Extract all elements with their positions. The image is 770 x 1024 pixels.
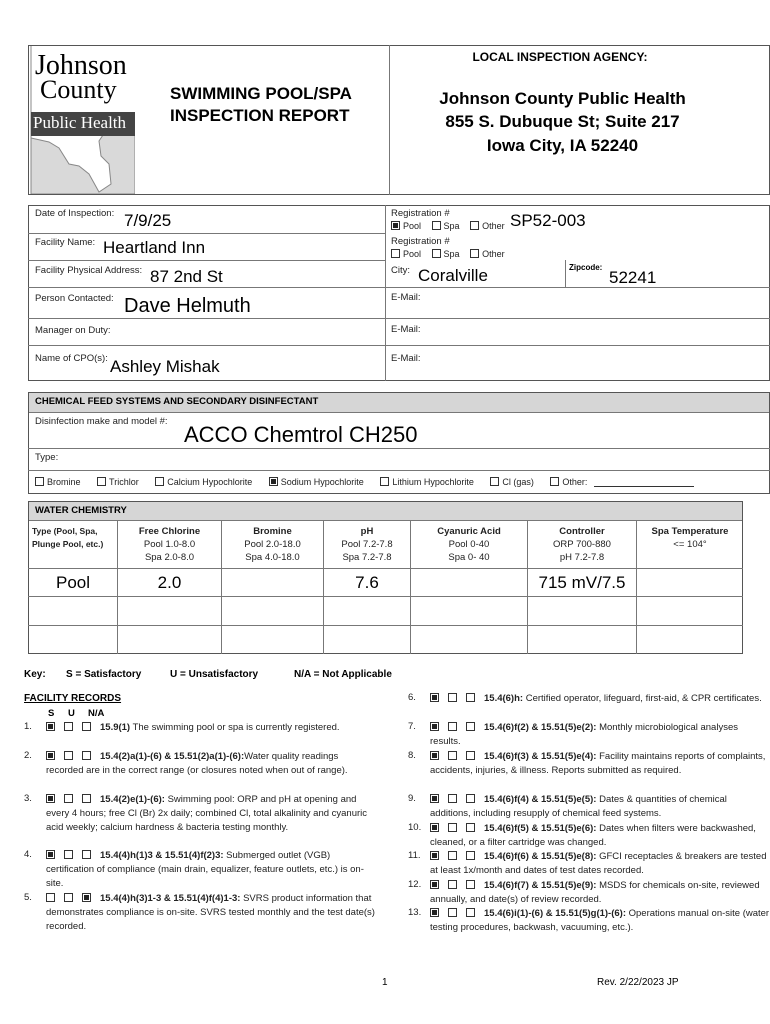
col-bromine-header: Bromine Pool 2.0-18.0 Spa 4.0-18.0: [244, 526, 301, 563]
facility-label: Facility Name:: [35, 237, 96, 248]
reg2-spa-checkbox[interactable]: [432, 249, 441, 258]
record-code: 15.9(1): [100, 722, 131, 733]
record-s-checkbox[interactable]: [430, 722, 439, 731]
reg1-options: [391, 221, 505, 231]
record-item: [430, 850, 770, 878]
email-label-2: E-Mail:: [391, 324, 421, 335]
record-s-checkbox[interactable]: [46, 850, 55, 859]
record-s-checkbox[interactable]: [430, 880, 439, 889]
record-text: Monthly microbiological analyses results.: [430, 722, 738, 747]
reg2-pool-checkbox[interactable]: [391, 249, 400, 258]
record-text: The swimming pool or spa is currently registered.: [130, 722, 340, 733]
cpo-label: Name of CPO(s):: [35, 353, 108, 364]
record-na-checkbox[interactable]: [82, 751, 91, 760]
record-item: [430, 879, 770, 907]
chemical-title: CHEMICAL FEED SYSTEMS AND SECONDARY DISINFECTANT: [35, 396, 319, 407]
record-number: 11.: [408, 850, 421, 861]
record-item: [46, 721, 376, 735]
col-spa-temp-header: Spa Temperature <= 104°: [651, 526, 729, 550]
logo-line1: Johnson: [35, 50, 127, 81]
records-col-s: S: [48, 708, 55, 719]
record-item: [430, 822, 770, 850]
record-item: [46, 750, 376, 778]
record-s-checkbox[interactable]: [430, 908, 439, 917]
record-code: 15.4(2)a(1)-(6) & 15.51(2)a(1)-(6):: [100, 751, 245, 762]
record-item: [46, 793, 376, 835]
record-s-checkbox[interactable]: [46, 751, 55, 760]
record-item: [430, 750, 770, 778]
record-number: 12.: [408, 879, 422, 890]
sodium-hypochlorite-checkbox[interactable]: [269, 477, 278, 486]
make-label: Disinfection make and model #:: [35, 416, 168, 427]
facility-field[interactable]: Heartland Inn: [103, 238, 206, 257]
reg1-field[interactable]: SP52-003: [510, 211, 586, 230]
record-item: [430, 793, 770, 821]
record-u-checkbox[interactable]: [448, 851, 457, 860]
col-free-chlorine-header: Free Chlorine Pool 1.0-8.0 Spa 2.0-8.0: [138, 526, 201, 563]
contact-label: Person Contacted:: [35, 293, 114, 304]
record-number: 6.: [408, 692, 416, 703]
info-divider: [385, 205, 386, 381]
record-na-checkbox[interactable]: [466, 880, 475, 889]
lithium-hypochlorite-checkbox[interactable]: [380, 477, 389, 486]
reg1-other-checkbox[interactable]: [470, 221, 479, 230]
city-label: City:: [391, 265, 410, 276]
key-unsatisfactory: U = Unsatisfactory: [170, 669, 259, 680]
records-col-na: N/A: [88, 708, 105, 719]
record-item: [430, 721, 770, 749]
sodium-hypochlorite-label: Sodium Hypochlorite: [280, 477, 364, 487]
reg2-options: [391, 249, 505, 259]
logo-line2: County: [40, 75, 117, 104]
record-s-checkbox[interactable]: [430, 693, 439, 702]
bromine-checkbox[interactable]: [35, 477, 44, 486]
record-item: [46, 892, 376, 934]
reg1-other-label: Other: [482, 221, 505, 231]
logo-line3: Public Health: [33, 113, 127, 132]
row1-type-cell[interactable]: Pool: [55, 573, 91, 592]
other-checkbox[interactable]: [550, 477, 559, 486]
date-label: Date of Inspection:: [35, 208, 115, 219]
city-field[interactable]: Coralville: [418, 266, 488, 285]
record-number: 8.: [408, 750, 416, 761]
record-code: 15.4(4)h(1)3 & 15.51(4)f(2)3:: [100, 850, 224, 861]
agency-address2: Iowa City, IA 52240: [486, 136, 639, 155]
record-s-checkbox[interactable]: [430, 751, 439, 760]
lithium-hypochlorite-label: Lithium Hypochlorite: [392, 477, 474, 487]
record-code: 15.4(4)h(3)1-3 & 15.51(4)f(4)1-3:: [100, 893, 241, 904]
record-na-checkbox[interactable]: [466, 823, 475, 832]
water-header: [29, 502, 742, 521]
record-na-checkbox[interactable]: [82, 722, 91, 731]
record-text: Dates & quantities of chemical additions, including resupply of chemical feed systems.: [430, 794, 727, 819]
record-s-checkbox[interactable]: [430, 851, 439, 860]
record-text: Swimming pool: ORP and pH at opening and every 4 hours; free Cl (Br) 2x daily; combined Cl, total alkalinity and cyanuric acid weekly; calcium hardness & bacteria testing monthly.: [46, 794, 368, 833]
calcium-hypochlorite-label: Calcium Hypochlorite: [167, 477, 253, 487]
zip-field[interactable]: 52241: [609, 268, 657, 287]
record-u-checkbox[interactable]: [448, 693, 457, 702]
record-number: 7.: [408, 721, 416, 732]
revision: Rev. 2/22/2023 JP: [597, 977, 679, 988]
agency-address1: 855 S. Dubuque St; Suite 217: [445, 112, 680, 131]
record-number: 3.: [24, 793, 32, 804]
date-field[interactable]: 7/9/25: [124, 211, 172, 230]
calcium-hypochlorite-checkbox[interactable]: [155, 477, 164, 486]
record-code: 15.4(2)e(1)-(6):: [100, 794, 165, 805]
trichlor-label: Trichlor: [109, 477, 139, 487]
zip-label: Zipcode:: [569, 263, 603, 272]
other-label: Other:: [562, 477, 588, 487]
report-title-line2: INSPECTION REPORT: [170, 106, 350, 125]
record-u-checkbox[interactable]: [448, 908, 457, 917]
trichlor-checkbox[interactable]: [97, 477, 106, 486]
reg2-spa-label: Spa: [443, 249, 460, 259]
row1-free-chlorine-cell[interactable]: 2.0: [157, 573, 182, 592]
reg1-label: Registration #: [391, 208, 450, 219]
record-u-checkbox[interactable]: [448, 823, 457, 832]
record-number: 5.: [24, 892, 32, 903]
cpo-field[interactable]: Ashley Mishak: [110, 357, 220, 376]
col-cyanuric-header: Cyanuric Acid Pool 0-40 Spa 0- 40: [437, 526, 501, 563]
record-u-checkbox[interactable]: [64, 751, 73, 760]
record-code: 15.4(6)f(3) & 15.51(5)e(4):: [484, 751, 597, 762]
record-s-checkbox[interactable]: [430, 794, 439, 803]
record-u-checkbox[interactable]: [64, 893, 73, 902]
record-text: Dates when filters were backwashed, cleaned, or a filter cartridge was changed.: [430, 823, 756, 848]
record-item: [430, 907, 770, 935]
record-text: MSDS for chemicals on-site, reviewed annually, and date(s) of review recorded.: [430, 880, 760, 905]
record-code: 15.4(6)h:: [484, 693, 524, 704]
records-col-u: U: [68, 708, 75, 719]
record-u-checkbox[interactable]: [448, 794, 457, 803]
other-line[interactable]: [594, 486, 694, 487]
record-na-checkbox[interactable]: [82, 794, 91, 803]
key-not-applicable: N/A = Not Applicable: [294, 669, 392, 680]
record-s-checkbox[interactable]: [46, 893, 55, 902]
agency-name: Johnson County Public Health: [439, 89, 686, 108]
record-text: Operations manual on-site (water testing procedures, backwash, vacuuming, etc.).: [430, 908, 770, 933]
record-number: 4.: [24, 849, 32, 860]
record-u-checkbox[interactable]: [64, 794, 73, 803]
record-s-checkbox[interactable]: [46, 722, 55, 731]
col-type-header: Type (Pool, Spa, Plunge Pool, etc.): [32, 526, 104, 549]
reg2-label: Registration #: [391, 236, 450, 247]
type-options: [35, 477, 765, 487]
water-title: WATER CHEMISTRY: [35, 505, 127, 516]
record-s-checkbox[interactable]: [430, 823, 439, 832]
record-number: 2.: [24, 750, 32, 761]
manager-label: Manager on Duty:: [35, 325, 111, 336]
record-code: 15.4(6)i(1)-(6) & 15.51(5)g(1)-(6):: [484, 908, 626, 919]
reg1-pool-label: Pool: [403, 221, 422, 231]
record-u-checkbox[interactable]: [64, 850, 73, 859]
record-na-checkbox[interactable]: [466, 908, 475, 917]
record-code: 15.4(6)f(7) & 15.51(5)e(9):: [484, 880, 597, 891]
record-text: Water quality readings recorded are in the correct range (or closures noted when out of range).: [46, 751, 348, 776]
col-controller-header: Controller ORP 700-880 pH 7.2-7.8: [553, 526, 611, 563]
reg2-pool-label: Pool: [403, 249, 422, 259]
type-label: Type:: [35, 452, 59, 463]
cl-gas-label: Cl (gas): [502, 477, 534, 487]
record-text: SVRS product information that demonstrates compliance is on-site. SVRS tested monthly and the test date(s) recorded.: [46, 893, 375, 932]
row1-ph-cell[interactable]: 7.6: [355, 573, 379, 592]
record-u-checkbox[interactable]: [448, 751, 457, 760]
key-satisfactory: S = Satisfactory: [66, 669, 142, 680]
bromine-label: Bromine: [47, 477, 81, 487]
email-label-3: E-Mail:: [391, 353, 421, 364]
address-label: Facility Physical Address:: [35, 265, 143, 276]
record-na-checkbox[interactable]: [466, 722, 475, 731]
record-code: 15.4(6)f(6) & 15.51(5)e(8):: [484, 851, 597, 862]
record-s-checkbox[interactable]: [46, 794, 55, 803]
cl-gas-checkbox[interactable]: [490, 477, 499, 486]
record-u-checkbox[interactable]: [448, 880, 457, 889]
record-item: [46, 849, 376, 891]
record-number: 9.: [408, 793, 416, 804]
record-code: 15.4(6)f(5) & 15.51(5)e(6):: [484, 823, 597, 834]
record-u-checkbox[interactable]: [448, 722, 457, 731]
records-title: FACILITY RECORDS: [24, 693, 122, 704]
key-label: Key:: [24, 669, 46, 680]
email-label-1: E-Mail:: [391, 292, 421, 303]
record-na-checkbox[interactable]: [82, 850, 91, 859]
record-text: Submerged outlet (VGB) certification of compliance (main drain, equalizer, feature outlets, etc.) is on-site.: [46, 850, 364, 889]
make-field[interactable]: ACCO Chemtrol CH250: [184, 422, 418, 447]
page-number: 1: [382, 977, 388, 988]
agency-label: LOCAL INSPECTION AGENCY:: [472, 50, 648, 64]
col-ph-header: pH Pool 7.2-7.8 Spa 7.2-7.8: [341, 526, 393, 563]
reg1-spa-checkbox[interactable]: [432, 221, 441, 230]
record-text: GFCI receptacles & breakers are tested at least 1x/month and dates of test dates recorded.: [430, 851, 767, 876]
record-number: 13.: [408, 907, 422, 918]
report-title-line1: SWIMMING POOL/SPA: [170, 84, 352, 103]
reg1-spa-label: Spa: [443, 221, 460, 231]
record-text: Facility maintains reports of complaints, accidents, injuries, & illness. Reports submitted as required.: [430, 751, 766, 776]
record-na-checkbox[interactable]: [466, 693, 475, 702]
record-text: Certified operator, lifeguard, first-aid, & CPR certificates.: [523, 693, 762, 704]
record-code: 15.4(6)f(2) & 15.51(5)e(2):: [484, 722, 597, 733]
row1-controller-cell[interactable]: 715 mV/7.5: [538, 573, 626, 592]
record-na-checkbox[interactable]: [82, 893, 91, 902]
record-item: [430, 692, 770, 706]
record-number: 10.: [408, 822, 422, 833]
record-code: 15.4(6)f(4) & 15.51(5)e(5):: [484, 794, 597, 805]
address-field[interactable]: 87 2nd St: [150, 267, 223, 286]
record-u-checkbox[interactable]: [64, 722, 73, 731]
record-number: 1.: [24, 721, 32, 732]
record-na-checkbox[interactable]: [466, 751, 475, 760]
record-na-checkbox[interactable]: [466, 794, 475, 803]
contact-field[interactable]: Dave Helmuth: [124, 295, 251, 317]
reg1-pool-checkbox[interactable]: [391, 221, 400, 230]
record-na-checkbox[interactable]: [466, 851, 475, 860]
reg2-other-checkbox[interactable]: [470, 249, 479, 258]
reg2-other-label: Other: [482, 249, 505, 259]
